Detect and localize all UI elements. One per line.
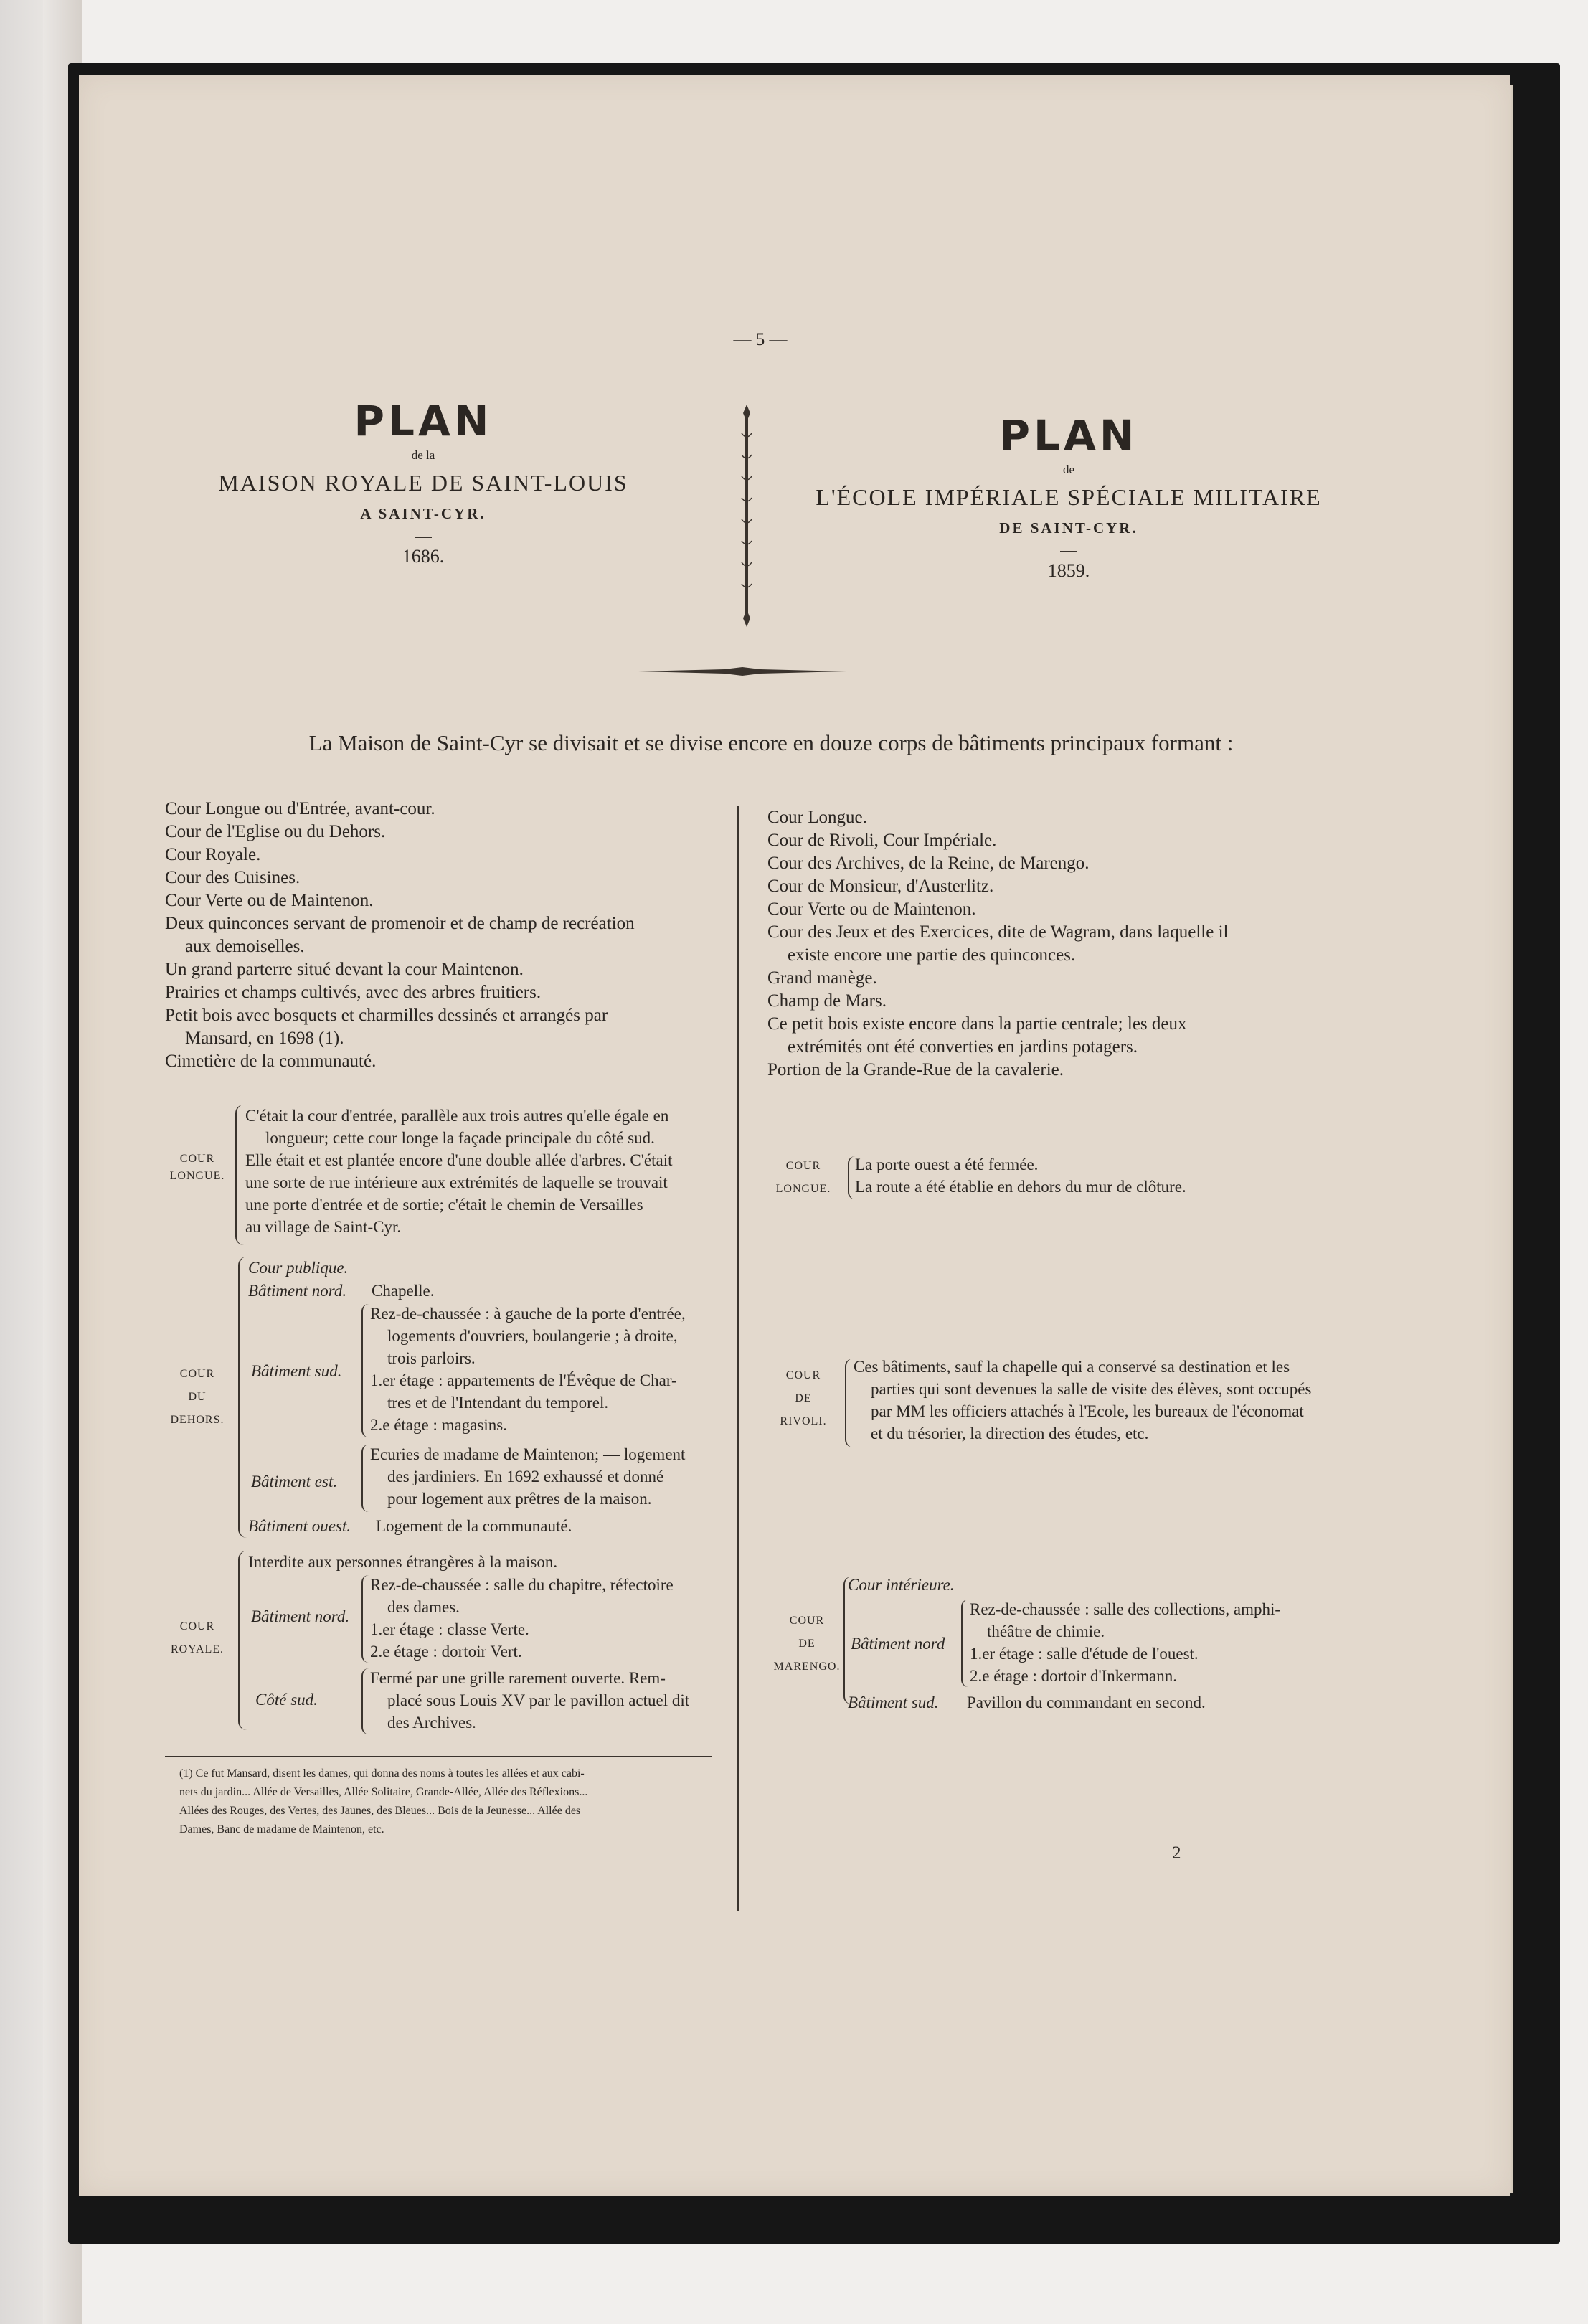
label-line: ROYALE.: [170, 1643, 225, 1655]
central-ornament: [737, 405, 756, 627]
text-line: Rez-de-chaussée : salle du chapitre, réfectoire: [370, 1576, 674, 1594]
text-line: au village de Saint-Cyr.: [245, 1218, 402, 1236]
right-year: 1859.: [1047, 560, 1090, 581]
list-item: Prairies et champs cultivés, avec des arbres fruitiers.: [165, 983, 542, 1002]
left-title: [179, 397, 667, 571]
left-plan-heading: PLAN: [354, 397, 493, 445]
right-title-dash: [1060, 551, 1077, 552]
text-line: Fermé par une grille rarement ouverte. Rem-: [370, 1669, 666, 1687]
footnote-rule: [165, 1756, 712, 1757]
batiment-nord-text: Chapelle.: [372, 1282, 435, 1300]
text-line: 2.e étage : dortoir d'Inkermann.: [970, 1667, 1177, 1685]
list-item: Cour Longue ou d'Entrée, avant-cour.: [165, 799, 435, 818]
batiment-sud-label: Bâtiment sud.: [251, 1362, 342, 1380]
royale-nord-text: [370, 1574, 729, 1663]
text-line: 2.e étage : dortoir Vert.: [370, 1643, 522, 1661]
left-institution-name: MAISON ROYALE DE SAINT-LOUIS: [218, 470, 628, 496]
list-item: Cour des Jeux et des Exercices, dite de Wagram, dans laquelle il: [767, 922, 1229, 942]
batiment-est-label: Bâtiment est.: [251, 1473, 338, 1491]
label-line: RIVOLI.: [780, 1415, 827, 1427]
label-line: DU: [188, 1391, 207, 1403]
text-line: La route a été établie en dehors du mur de clôture.: [855, 1178, 1186, 1196]
list-item: Ce petit bois existe encore dans la partie centrale; les deux: [767, 1014, 1187, 1034]
marengo-nord-brace: [961, 1600, 968, 1687]
text-line: La porte ouest a été fermée.: [855, 1156, 1039, 1173]
royale-nord-label: Bâtiment nord.: [251, 1607, 350, 1625]
text-line: Elle était et est plantée encore d'une double allée d'arbres. C'était: [245, 1151, 673, 1169]
cour-marengo-label: [767, 1610, 846, 1678]
cour-rivoli-label: [767, 1364, 839, 1433]
text-line: une porte d'entrée et de sortie; c'était le chemin de Versailles: [245, 1196, 643, 1214]
right-plan-heading: PLAN: [999, 411, 1138, 460]
label-line: MARENGO.: [773, 1661, 841, 1673]
cour-royale-interdite: Interdite aux personnes étrangères à la maison.: [248, 1553, 558, 1571]
batiment-sud-text: [370, 1303, 729, 1436]
batiment-nord-label: Bâtiment nord.: [248, 1282, 347, 1300]
cour-longue-right-text: [855, 1153, 1357, 1198]
text-line: 1.er étage : salle d'étude de l'ouest.: [970, 1645, 1199, 1663]
label-line: COUR: [789, 1615, 825, 1627]
list-item: Cour de Monsieur, d'Austerlitz.: [767, 877, 994, 896]
marengo-nord-text: [970, 1598, 1400, 1687]
right-place: DE SAINT-CYR.: [999, 519, 1138, 537]
cour-longue-right-brace: [848, 1156, 855, 1199]
footnote-line: nets du jardin... Allée de Versailles, Allée Solitaire, Grande-Allée, Allée des Réflexions...: [179, 1786, 588, 1798]
text-line: une sorte de rue intérieure aux extrémités de laquelle se trouvait: [245, 1173, 668, 1191]
text-line: des dames.: [387, 1598, 460, 1616]
label-line: COUR: [179, 1620, 215, 1633]
cour-interieure: Cour intérieure.: [848, 1576, 955, 1594]
signature-mark: 2: [1172, 1843, 1181, 1863]
cour-longue-left-brace: [235, 1105, 244, 1245]
label-line: DE: [795, 1392, 812, 1404]
text-line: 1.er étage : classe Verte.: [370, 1620, 529, 1638]
left-place: A SAINT-CYR.: [360, 505, 486, 522]
marengo-sud-text: Pavillon du commandant en second.: [967, 1694, 1206, 1711]
text-line: Rez-de-chaussée : salle des collections, amphi-: [970, 1600, 1281, 1618]
cour-longue-right-label: [767, 1155, 839, 1201]
column-divider: [737, 806, 739, 1911]
label-line: LONGUE.: [169, 1170, 225, 1182]
list-item: existe encore une partie des quinconces.: [788, 945, 1076, 965]
intro-sentence: La Maison de Saint-Cyr se divisait et se divise encore en douze corps de bâtiments principaux formant :: [308, 730, 1234, 755]
list-item: Cimetière de la communauté.: [165, 1052, 377, 1071]
text-line: des jardiniers. En 1692 exhaussé et donné: [387, 1468, 664, 1485]
text-line: C'était la cour d'entrée, parallèle aux trois autres qu'elle égale en: [245, 1107, 669, 1125]
document-page: [79, 75, 1510, 2196]
text-line: par MM les officiers attachés à l'Ecole, les bureaux de l'économat: [871, 1402, 1304, 1420]
batiment-ouest-text: Logement de la communauté.: [376, 1517, 572, 1535]
list-item: Cour de l'Eglise ou du Dehors.: [165, 822, 386, 841]
left-de: de la: [411, 448, 435, 462]
marengo-sud-label: Bâtiment sud.: [848, 1694, 939, 1711]
cour-rivoli-text: [854, 1356, 1399, 1445]
batiment-est-brace: [361, 1445, 369, 1512]
text-line: longueur; cette cour longe la façade principale du côté sud.: [265, 1129, 655, 1147]
text-line: trois parloirs.: [387, 1349, 476, 1367]
text-line: et du trésorier, la direction des études, etc.: [871, 1425, 1149, 1442]
label-line: DE: [798, 1638, 816, 1650]
list-item: Deux quinconces servant de promenoir et de champ de recréation: [165, 914, 635, 933]
batiment-ouest-label: Bâtiment ouest.: [248, 1517, 351, 1535]
left-title-dash: [415, 537, 432, 538]
text-line: 2.e étage : magasins.: [370, 1416, 507, 1434]
left-year: 1686.: [402, 546, 445, 567]
batiment-sud-brace: [361, 1304, 369, 1437]
cour-dehors-label: [165, 1363, 230, 1432]
list-item: Grand manège.: [767, 968, 877, 988]
text-line: pour logement aux prêtres de la maison.: [387, 1490, 652, 1508]
list-item: Cour Verte ou de Maintenon.: [165, 891, 374, 910]
right-institution-name: L'ÉCOLE IMPÉRIALE SPÉCIALE MILITAIRE: [816, 484, 1322, 510]
text-line: Ces bâtiments, sauf la chapelle qui a conservé sa destination et les: [854, 1358, 1290, 1376]
label-line: COUR: [179, 1368, 215, 1380]
footnote-line: (1) Ce fut Mansard, disent les dames, qui donna des noms à toutes les allées et aux cabi-: [179, 1767, 585, 1780]
marengo-nord-label: Bâtiment nord: [851, 1635, 945, 1653]
label-line: COUR: [785, 1369, 821, 1381]
cour-rivoli-brace: [845, 1359, 853, 1447]
list-item: Petit bois avec bosquets et charmilles dessinés et arrangés par: [165, 1006, 608, 1025]
footnote-line: Dames, Banc de madame de Maintenon, etc.: [179, 1823, 384, 1836]
footnote-line: Allées des Rouges, des Vertes, des Jaunes, des Bleues... Bois de la Jeunesse... Allée des: [179, 1805, 581, 1817]
page-number: — 5 —: [733, 330, 788, 349]
ornamental-rule: [638, 666, 846, 677]
cour-longue-left-text: [245, 1105, 733, 1238]
list-item: Mansard, en 1698 (1).: [185, 1029, 344, 1048]
text-line: placé sous Louis XV par le pavillon actuel dit: [387, 1691, 690, 1709]
batiment-est-text: [370, 1443, 729, 1510]
label-line: COUR: [179, 1153, 215, 1165]
list-item: Cour Verte ou de Maintenon.: [767, 899, 976, 919]
text-line: théâtre de chimie.: [987, 1622, 1105, 1640]
cour-dehors-brace: [238, 1257, 247, 1538]
text-line: logements d'ouvriers, boulangerie ; à droite,: [387, 1327, 678, 1345]
royale-sud-label: Côté sud.: [255, 1691, 318, 1709]
list-item: Cour des Cuisines.: [165, 868, 301, 887]
label-line: DEHORS.: [170, 1414, 225, 1426]
royale-sud-brace: [361, 1668, 369, 1734]
list-item: Cour de Rivoli, Cour Impériale.: [767, 831, 997, 850]
text-line: des Archives.: [387, 1714, 476, 1732]
cour-royale-label: [165, 1615, 230, 1661]
right-building-list: [767, 806, 1399, 1082]
text-line: Rez-de-chaussée : à gauche de la porte d'entrée,: [370, 1305, 686, 1323]
royale-sud-text: [370, 1667, 729, 1734]
footnote: [179, 1765, 732, 1839]
list-item: extrémités ont été converties en jardins potagers.: [788, 1037, 1138, 1057]
label-line: COUR: [785, 1160, 821, 1172]
cour-longue-left-label: [165, 1151, 230, 1185]
cour-publique: Cour publique.: [248, 1259, 349, 1277]
label-line: LONGUE.: [775, 1183, 831, 1195]
list-item: Un grand parterre situé devant la cour Maintenon.: [165, 960, 524, 979]
list-item: Cour des Archives, de la Reine, de Marengo.: [767, 854, 1090, 873]
list-item: Cour Longue.: [767, 808, 867, 827]
left-building-list: [165, 798, 732, 1073]
right-title: [760, 412, 1377, 585]
right-de: de: [1062, 463, 1075, 476]
list-item: Portion de la Grande-Rue de la cavalerie.: [767, 1060, 1064, 1080]
cour-royale-brace: [238, 1551, 247, 1730]
text-line: Ecuries de madame de Maintenon; — logement: [370, 1445, 686, 1463]
list-item: Champ de Mars.: [767, 991, 887, 1011]
royale-nord-brace: [361, 1575, 369, 1663]
list-item: aux demoiselles.: [185, 937, 305, 956]
text-line: tres et de l'Intendant du temporel.: [387, 1394, 609, 1412]
text-line: parties qui sont devenues la salle de visite des élèves, sont occupés: [871, 1380, 1312, 1398]
text-line: 1.er étage : appartements de l'Évêque de Char-: [370, 1371, 677, 1389]
list-item: Cour Royale.: [165, 845, 261, 864]
